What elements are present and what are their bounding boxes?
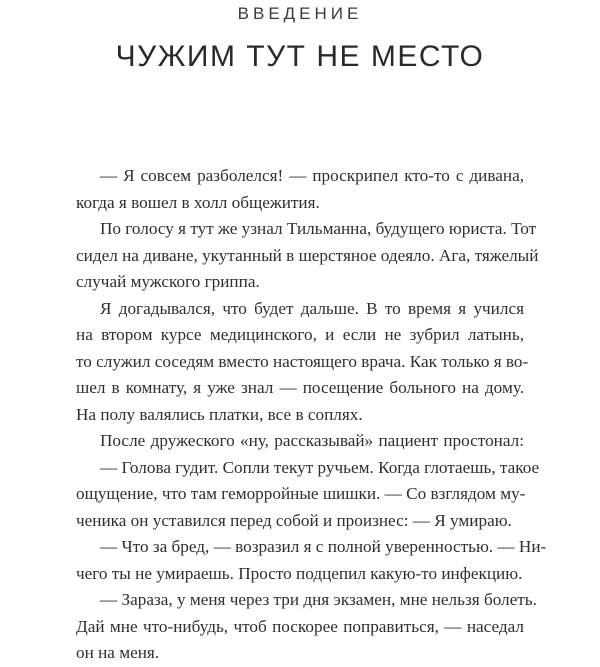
text-line: — Что за бред, — возразил я с полной уверенностью. — Ни- xyxy=(100,537,547,556)
text-line: чего ты не умираешь. Просто подцепил какую-то инфекцию. xyxy=(76,563,523,583)
text-line: на втором курсе медицинского, и если не зубрил латынь, xyxy=(76,325,524,344)
text-line: На полу валялись платки, все в соплях. xyxy=(76,404,363,424)
chapter-title: ЧУЖИМ ТУТ НЕ МЕСТО xyxy=(115,40,485,73)
text-line: — Голова гудит. Сопли текут ручьем. Когда глотаешь, такое xyxy=(100,457,540,477)
text-line: — Я совсем разболелся! — проскрипел кто-то с дивана, xyxy=(100,166,524,185)
text-line: По голосу я тут же узнал Тильманна, будущего юриста. Тот xyxy=(100,219,537,238)
text-line: шел в комнату, я уже знал — посещение больного на дому. xyxy=(76,378,524,397)
text-line: сидел на диване, укутанный в шерстяное одеяло. Ага, тяжелый xyxy=(76,245,539,265)
text-line: Я догадывался, что будет дальше. В то время я учился xyxy=(100,298,524,318)
text-line: Дай мне что-нибудь, чтоб поскорее поправиться, — наседал xyxy=(76,616,524,636)
body-text xyxy=(76,163,547,667)
text-line: — Зараза, у меня через три дня экзамен, мне нельзя болеть. xyxy=(100,590,537,609)
text-line: он на меня. xyxy=(76,643,160,662)
text-line: случай мужского гриппа. xyxy=(76,272,260,291)
section-label: ВВЕДЕНИЕ xyxy=(237,4,363,23)
text-line: ченика он уставился перед собой и произнес: — Я умираю. xyxy=(76,510,512,530)
text-line: то служил соседям вместо настоящего врача. Как только я во- xyxy=(76,351,529,371)
text-line: После дружеского «ну, рассказывай» пациент простонал: xyxy=(100,431,524,450)
text-line: когда я вошел в холл общежития. xyxy=(76,192,320,212)
text-line: ощущение, что там геморройные шишки. — Со взглядом му- xyxy=(76,484,526,503)
